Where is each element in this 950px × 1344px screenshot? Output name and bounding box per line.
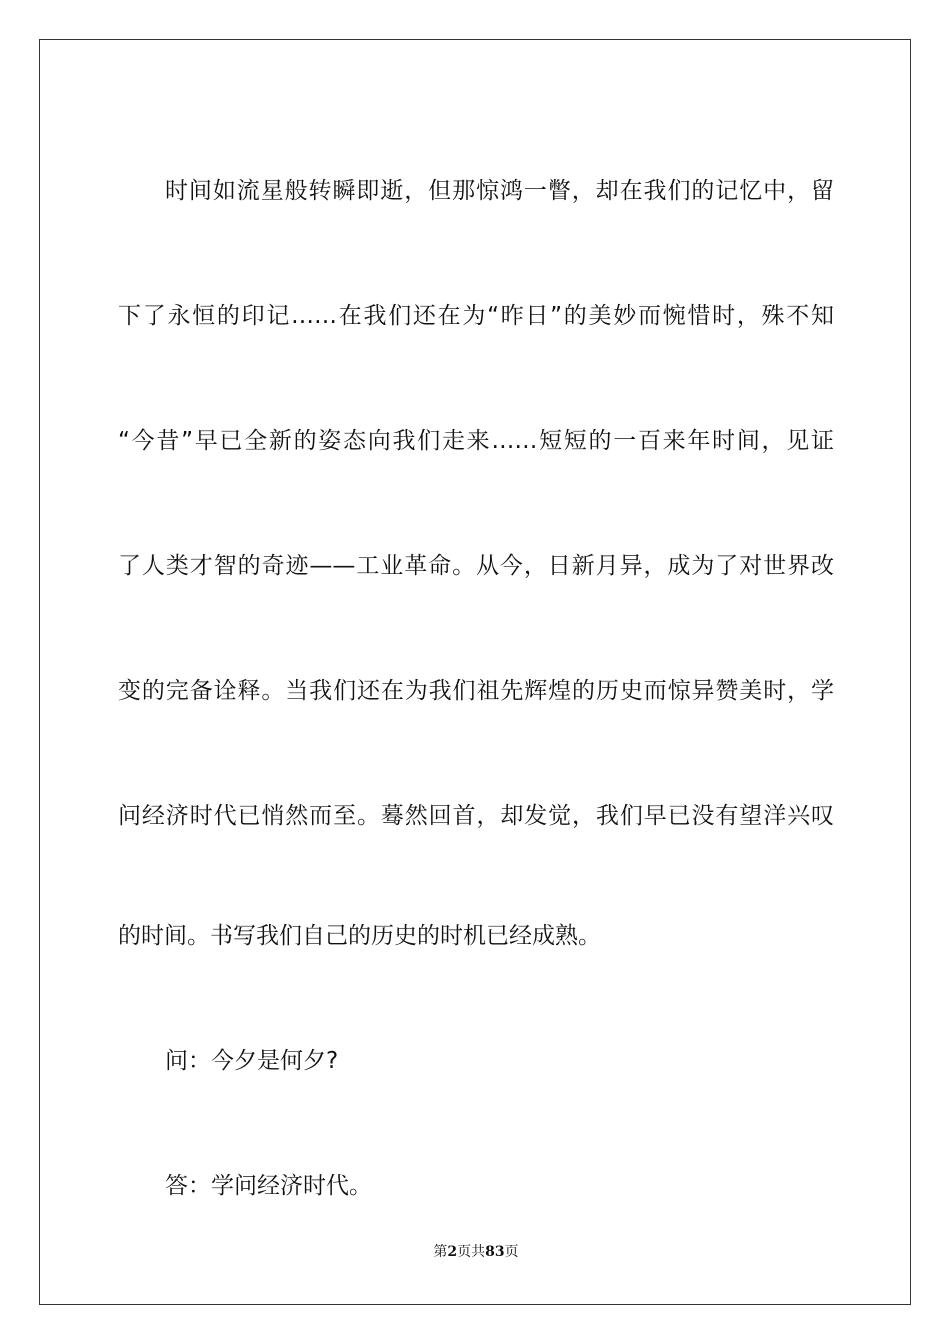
paragraph-line: “今昔”早已全新的姿态向我们走来……短短的一百来年时间，见证 <box>118 428 834 454</box>
answer-line: 答：学问经济时代。 <box>165 1173 372 1199</box>
question-line: 问：今夕是何夕? <box>165 1048 339 1074</box>
page-number: 2 <box>447 1244 458 1260</box>
total-suffix: 页 <box>504 1244 519 1260</box>
paragraph-line: 了人类才智的奇迹——工业革命。从今，日新月异，成为了对世界改 <box>118 553 834 579</box>
paragraph-line: 变的完备诠释。当我们还在为我们祖先辉煌的历史而惊异赞美时，学 <box>118 678 834 704</box>
total-pages: 83 <box>485 1244 505 1260</box>
paragraph-line: 的时间。书写我们自己的历史的时机已经成熟。 <box>118 923 601 949</box>
total-prefix: 共 <box>471 1244 486 1260</box>
page-prefix: 第 <box>433 1244 448 1260</box>
page-frame <box>39 39 911 1305</box>
page-footer <box>40 1241 912 1261</box>
paragraph-line: 问经济时代已悄然而至。蓦然回首，却发觉，我们早已没有望洋兴叹 <box>118 803 834 829</box>
paragraph-line: 下了永恒的印记……在我们还在为“昨日”的美妙而惋惜时，殊不知 <box>118 303 834 329</box>
page-suffix: 页 <box>457 1244 472 1260</box>
paragraph-line: 时间如流星般转瞬即逝，但那惊鸿一瞥，却在我们的记忆中，留 <box>165 178 834 204</box>
